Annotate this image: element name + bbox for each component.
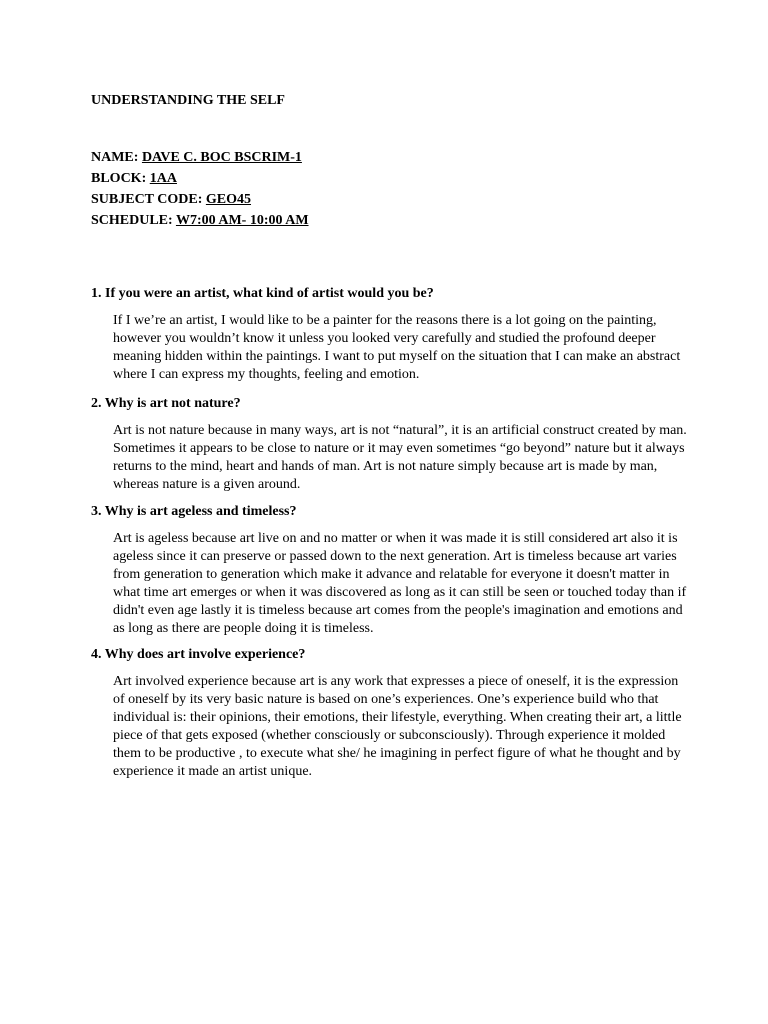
info-value-name: DAVE C. BOC BSCRIM-1 — [141, 150, 302, 165]
student-info — [91, 147, 309, 231]
info-value-subject-code: GEO45 — [205, 192, 252, 207]
question-block-3 — [91, 502, 691, 638]
question-heading: 3. Why is art ageless and timeless? — [91, 504, 297, 519]
question-block-4 — [91, 645, 691, 781]
question-block-2 — [91, 394, 691, 494]
info-row-subject-code — [91, 189, 309, 210]
info-row-block — [91, 168, 309, 189]
answer-paragraph: Art involved experience because art is any work that expresses a piece of oneself, it is the expression of oneself by its very basic nature is based on one’s experiences. One’s experience build who that individual is: their opinions, their emotions, their lifestyle, everything. When creating their art, a little piece of that gets exposed (whether consciously or subconsciously). Through experience it molded them to be productive , to execute what she/ he imagining in perfect figure of what he thought and by experience it made an artist unique. — [113, 674, 682, 779]
info-label-subject-code: SUBJECT CODE: — [91, 192, 206, 207]
info-value-schedule: W7:00 AM- 10:00 AM — [175, 213, 309, 228]
answer-paragraph: If I we’re an artist, I would like to be a painter for the reasons there is a lot going on the painting, however you wouldn’t know it unless you looked very carefully and studied the profound deeper meaning hidden within the paintings. I want to put myself on the situation that I can make an abstract where I can express my thoughts, feeling and emotion. — [113, 313, 681, 382]
question-block-1 — [91, 284, 691, 384]
question-heading: 4. Why does art involve experience? — [91, 647, 306, 662]
info-label-block: BLOCK: — [91, 171, 150, 186]
document-title: UNDERSTANDING THE SELF — [91, 93, 285, 108]
info-label-schedule: SCHEDULE: — [91, 213, 176, 228]
answer-paragraph: Art is ageless because art live on and no matter or when it was made it is still considered art also it is ageless since it can preserve or passed down to the next generation. Art is timeless because art varies from generation to generation which make it advance and relatable for everyone it doesn't matter in what time art emerges or when it was discovered as long as it can still be seen or touched today than if didn't even age lastly it is timeless because art comes from the people's imagination and emotions and as long as there are people doing it is timeless. — [113, 531, 687, 636]
info-value-block: 1AA — [149, 171, 177, 186]
question-heading: 2. Why is art not nature? — [91, 396, 241, 411]
info-row-name — [91, 147, 309, 168]
answer-paragraph: Art is not nature because in many ways, art is not “natural”, it is an artificial construct created by man. Sometimes it appears to be close to nature or it may even sometimes “go beyond” nature but it always returns to the mind, heart and hands of man. Art is not nature simply because art is made by man, whereas nature is a given around. — [113, 423, 687, 492]
question-heading: 1. If you were an artist, what kind of artist would you be? — [91, 286, 434, 301]
info-row-schedule — [91, 210, 309, 231]
info-label-name: NAME: — [91, 150, 142, 165]
